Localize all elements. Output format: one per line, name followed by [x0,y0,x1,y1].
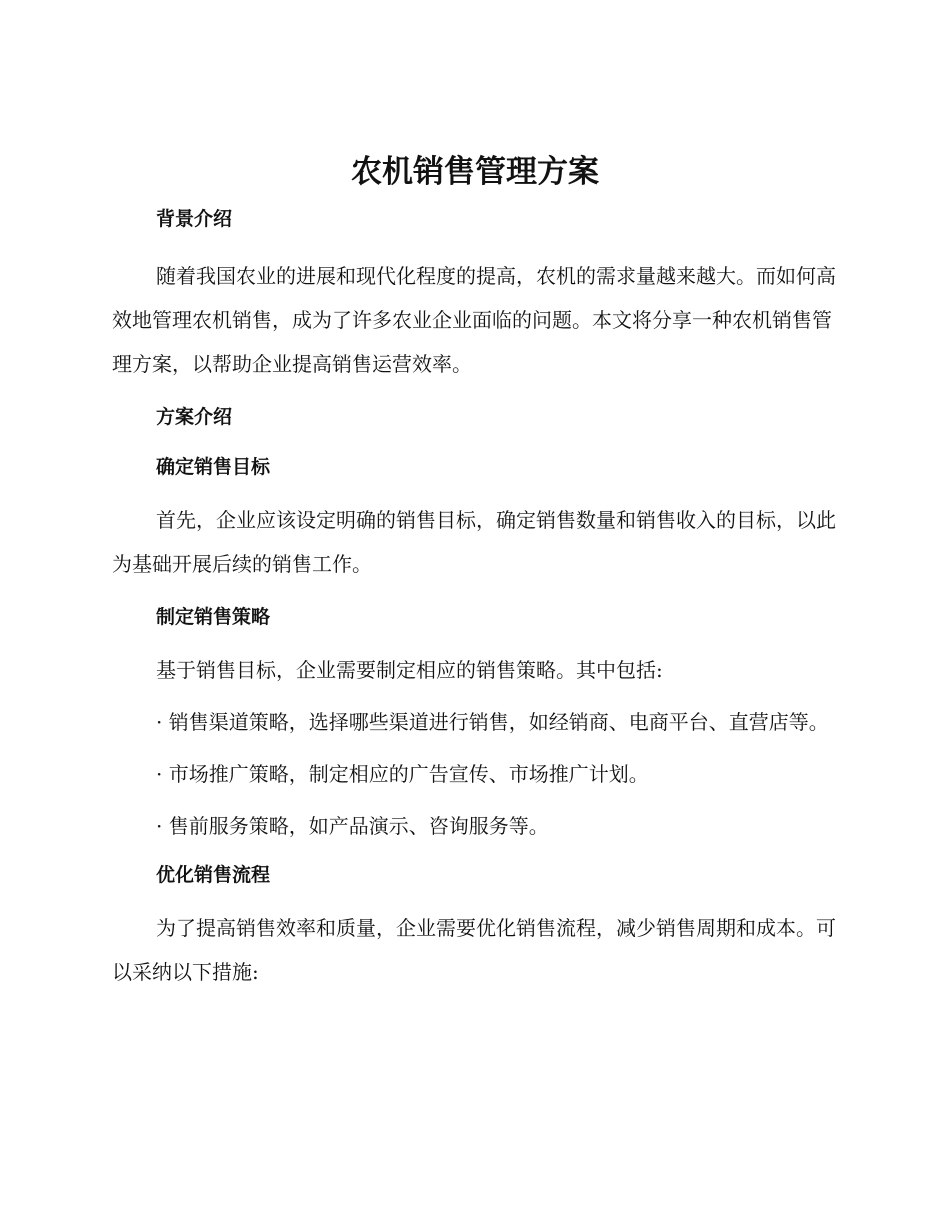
paragraph-strategy-intro: 基于销售目标，企业需要制定相应的销售策略。其中包括: [156,658,663,682]
section-heading-plan: 方案介绍 [156,406,233,428]
section-heading-process: 优化销售流程 [156,864,271,886]
section-heading-goal: 确定销售目标 [156,456,271,478]
paragraph-process: 为了提高销售效率和质量，企业需要优化销售流程，减少销售周期和成本。可以采纳以下措施: [112,916,836,984]
list-item-presales-strategy: · 售前服务策略，如产品演示、咨询服务等。 [156,814,549,838]
document-body [112,200,836,994]
list-item-marketing-strategy: · 市场推广策略，制定相应的广告宣传、市场推广计划。 [156,762,649,786]
paragraph-background: 随着我国农业的进展和现代化程度的提高，农机的需求量越来越大。而如何高效地管理农机销售，成为了许多农业企业面临的问题。本文将分享一种农机销售管理方案，以帮助企业提高销售运营效率。 [112,264,836,376]
document-title: 农机销售管理方案 [351,154,599,190]
paragraph-goal: 首先，企业应该设定明确的销售目标，确定销售数量和销售收入的目标，以此为基础开展后续的销售工作。 [112,508,836,576]
list-item-channel-strategy: · 销售渠道策略，选择哪些渠道进行销售，如经销商、电商平台、直营店等。 [156,710,829,734]
section-heading-background: 背景介绍 [156,208,233,230]
section-heading-strategy: 制定销售策略 [156,606,271,628]
